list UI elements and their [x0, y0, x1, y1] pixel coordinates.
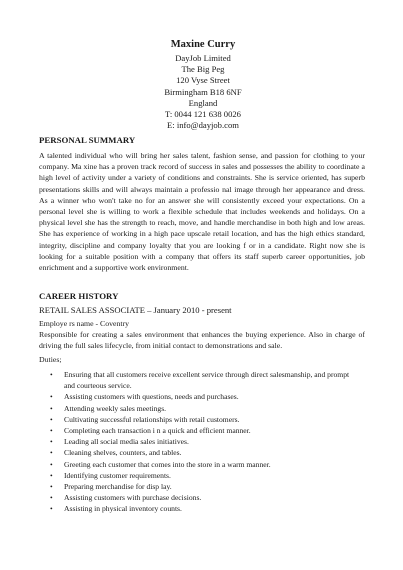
duty-item [50, 481, 360, 492]
duty-text: Assisting in physical inventory counts. [64, 504, 182, 514]
duty-item [50, 414, 360, 425]
duty-text: Assisting customers with purchase decisions. [64, 493, 202, 503]
duty-item [50, 492, 360, 503]
duty-text: Preparing merchandise for disp lay. [64, 482, 172, 492]
duty-text: Leading all social media sales initiatives. [64, 437, 189, 447]
bullet-icon: • [50, 459, 53, 469]
duty-item [50, 470, 360, 481]
phone-number: T: 0044 121 638 0026 [165, 109, 241, 120]
duty-text: Assisting customers with questions, needs and purchases. [64, 392, 239, 402]
duty-text: Cultivating successful relationships with retail customers. [64, 414, 240, 424]
bullet-icon: • [50, 392, 53, 402]
address-line-city: Birmingham B18 6NF [164, 86, 242, 97]
bullet-icon: • [50, 448, 53, 458]
duty-item [50, 425, 360, 436]
job-title: RETAIL SALES ASSOCIATE – January 2010 - present [39, 305, 232, 315]
duty-item [50, 369, 360, 391]
duty-item [50, 503, 360, 514]
personal-summary-text: A talented individual who will bring her sales talent, fashion sense, and passion for clothing to your company. Ma xine has a proven track record of success in sales and possesses the ability to coordinate a high level of activity under a variety of conditions and constraints. She is service oriented, has superb presentations skills and will always maintain a professio nal image through her appearance and dress. As a winner who won't take no for an answer she will consistently exceed your expectations. On a personal level she is willing to work a flexible schedule that includes weekends and holidays. On a physical level she has the strength to reach, move, and handle merchandise in both high and low areas. She has experience of working in a high pace upscale retail location, and has the high ethics standard, integrity, discipline and company loyalty that you are looking f or in a candidate. Right now she is looking for a suitable position with a company that offers its staff superb career opportunities, job enrichment and a supportive work environment. [39, 151, 365, 273]
duty-item [50, 459, 360, 470]
candidate-name: Maxine Curry [170, 39, 236, 50]
address-line-country: England [188, 97, 218, 108]
duty-text: Completing each transaction i n a quick and efficient manner. [64, 426, 251, 436]
address-line-building: The Big Peg [181, 64, 225, 75]
duties-list [50, 369, 360, 515]
bullet-icon: • [50, 493, 53, 503]
duty-text: Cleaning shelves, counters, and tables. [64, 448, 182, 458]
duty-item [50, 391, 360, 402]
contact-header [120, 38, 286, 131]
duties-label: Duties; [39, 355, 62, 364]
duty-item [50, 447, 360, 458]
bullet-icon: • [50, 437, 53, 447]
bullet-icon: • [50, 414, 53, 424]
bullet-icon: • [50, 504, 53, 514]
duty-text: Ensuring that all customers receive excellent service through direct salesmanship, and prompt and courteous service. [64, 370, 350, 391]
bullet-icon: • [50, 370, 53, 379]
address-line-street: 120 Vyse Street [176, 75, 230, 86]
career-history-heading: CAREER HISTORY [39, 291, 119, 301]
duty-text: Identifying customer requirements. [64, 470, 171, 480]
duty-text: Greeting each customer that comes into the store in a warm manner. [64, 459, 271, 469]
job-responsibility: Responsible for creating a sales environment that enhances the buying experience. Also in charge of driving the full sales lifecycle, from initial contact to demonstrations and sale. [39, 330, 365, 351]
address-line-company: DayJob Limited [175, 53, 231, 63]
bullet-icon: • [50, 426, 53, 436]
personal-summary-heading: PERSONAL SUMMARY [39, 135, 136, 145]
duty-text: Attending weekly sales meetings. [64, 403, 167, 413]
duty-item [50, 403, 360, 414]
employer-name: Employe rs name - Coventry [39, 319, 130, 328]
bullet-icon: • [50, 403, 53, 413]
bullet-icon: • [50, 482, 53, 492]
duty-item [50, 436, 360, 447]
email-address: E: info@dayjob.com [167, 120, 239, 131]
bullet-icon: • [50, 470, 53, 480]
